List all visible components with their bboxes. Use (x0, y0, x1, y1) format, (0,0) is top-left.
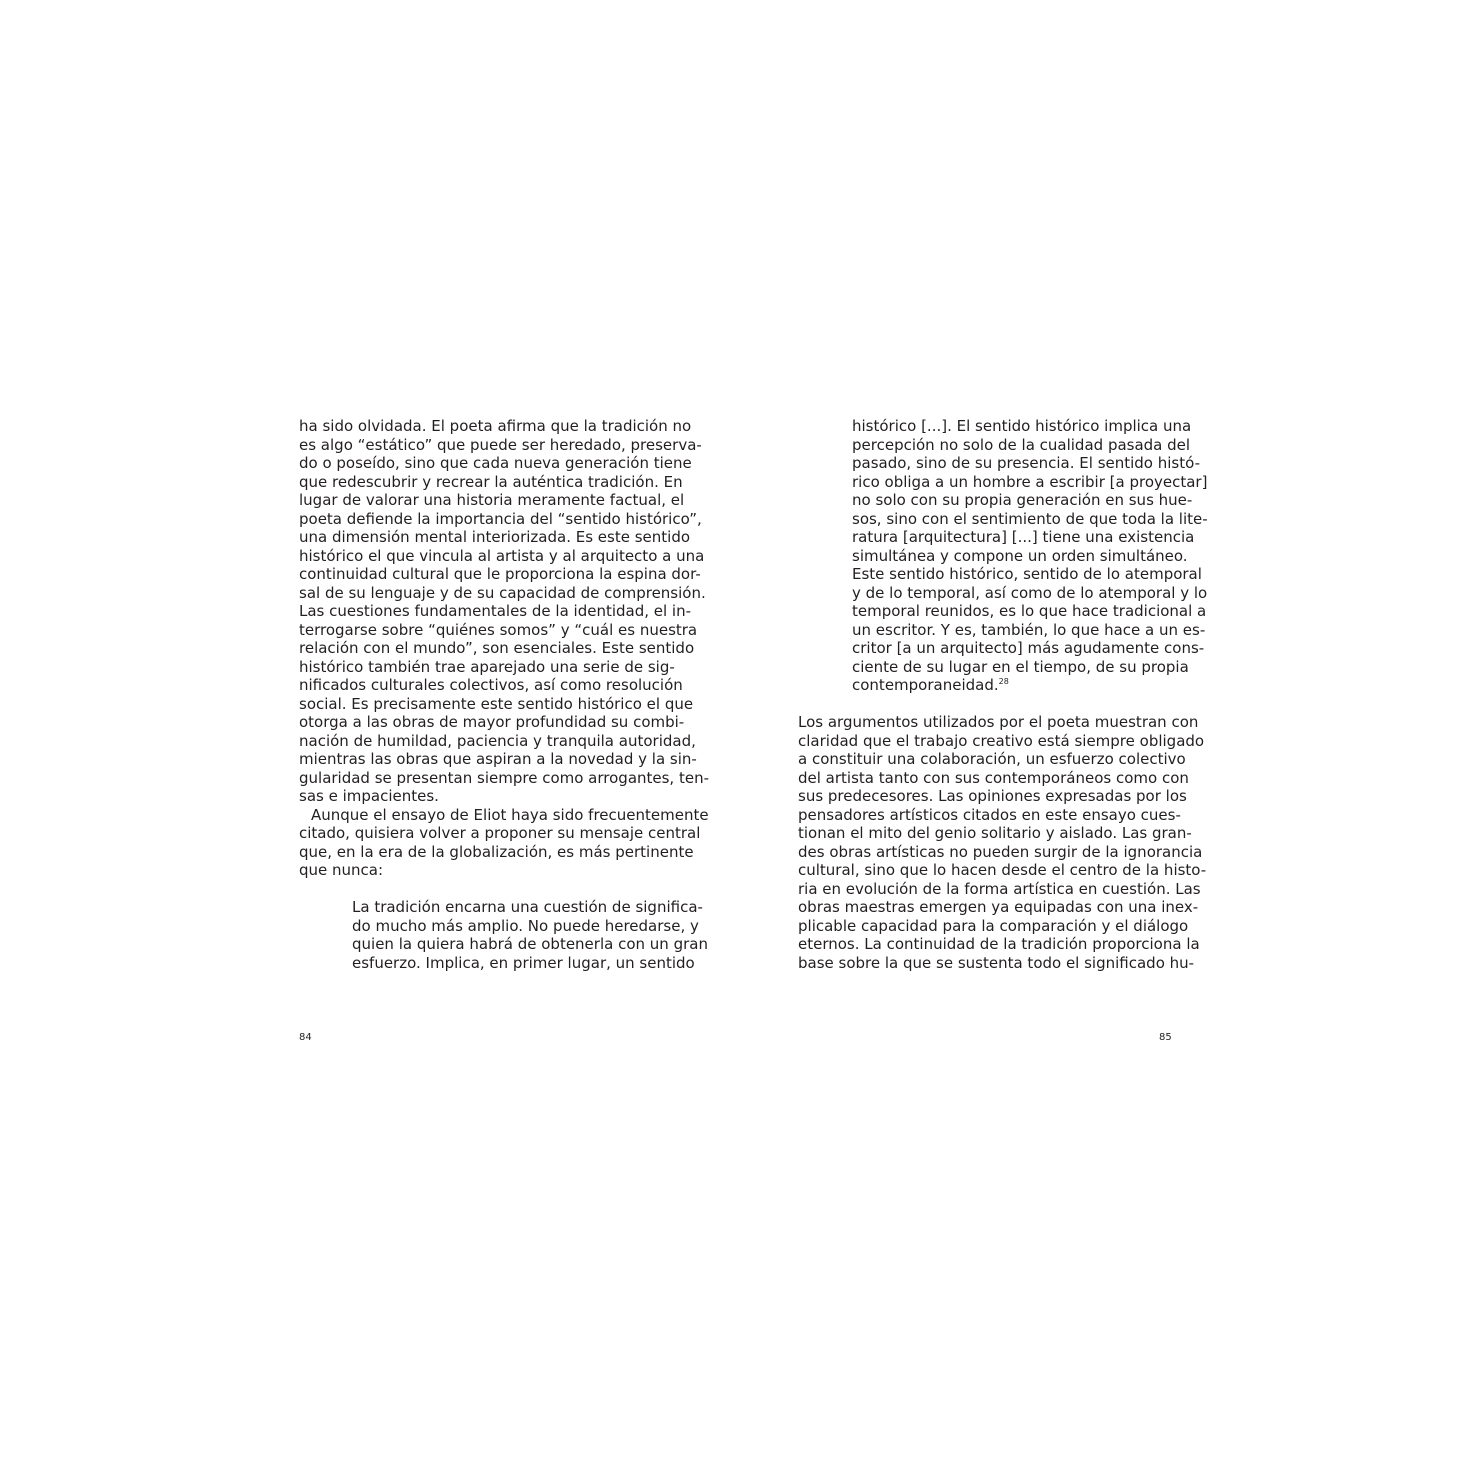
text-line: base sobre la que se sustenta todo el significado hu- (798, 953, 1195, 972)
text-line: sas e impacientes. (299, 787, 439, 805)
text-line: relación con el mundo”, son esenciales. Este sentido (299, 639, 695, 657)
text-line: cultural, sino que lo hacen desde el centro de la histo- (798, 861, 1207, 879)
right-page-block-quote (852, 417, 1208, 695)
quote-line: rico obliga a un hombre a escribir [a proyectar] (852, 472, 1208, 491)
text-line: do o poseído, sino que cada nueva generación tiene (299, 454, 692, 472)
page-number-right: 85 (1159, 1032, 1172, 1043)
footnote-reference[interactable]: 28 (998, 677, 1009, 686)
text-line: claridad que el trabajo creativo está siempre obligado (798, 731, 1205, 750)
text-line: del artista tanto con sus contemporáneos como con (798, 768, 1189, 787)
quote-line: sos, sino con el sentimiento de que toda la lite- (852, 509, 1208, 528)
left-page-body-text (299, 417, 710, 880)
quote-line: Este sentido histórico, sentido de lo atemporal (852, 565, 1202, 583)
quote-line: temporal reunidos, es lo que hace tradicional a (852, 602, 1207, 620)
text-line: ria en evolución de la forma artística en cuestión. Las (798, 879, 1201, 898)
text-line: una dimensión mental interiorizada. Es este sentido (299, 528, 691, 546)
text-line: continuidad cultural que le proporciona la espina dor- (299, 565, 701, 583)
text-line: Los argumentos utilizados por el poeta muestran con (798, 713, 1199, 731)
text-line: sus predecesores. Las opiniones expresadas por los (798, 787, 1187, 805)
text-line: lugar de valorar una historia meramente factual, el (299, 491, 685, 509)
text-line: que nunca: (299, 861, 384, 879)
quote-line: quien la quiera habrá de obtenerla con un gran (352, 935, 708, 953)
quote-line: La tradición encarna una cuestión de significa- (352, 898, 703, 916)
text-line: Aunque el ensayo de Eliot haya sido frecuentemente (311, 805, 709, 824)
text-line: tionan el mito del genio solitario y aislado. Las gran- (798, 824, 1192, 842)
page-number-left: 84 (299, 1032, 312, 1043)
text-line: nación de humildad, paciencia y tranquila autoridad, (299, 731, 696, 750)
quote-line: simultánea y compone un orden simultáneo. (852, 546, 1188, 565)
text-line: terrogarse sobre “quiénes somos” y “cuál es nuestra (299, 620, 698, 639)
text-line: obras maestras emergen ya equipadas con una inex- (798, 898, 1199, 916)
text-line: a constituir una colaboración, un esfuerzo colectivo (798, 750, 1186, 768)
text-line: des obras artísticas no pueden surgir de la ignorancia (798, 842, 1203, 861)
left-page-block-quote (352, 898, 708, 972)
quote-line: do mucho más amplio. No puede heredarse, y (352, 916, 699, 935)
text-line: poeta defiende la importancia del “sentido histórico”, (299, 509, 702, 528)
text-line: plicable capacidad para la comparación y el diálogo (798, 916, 1189, 935)
right-page-body-text (798, 713, 1207, 972)
quote-line: no solo con su propia generación en sus hue- (852, 491, 1193, 509)
text-line: Las cuestiones fundamentales de la identidad, el in- (299, 602, 692, 620)
quote-line: percepción no solo de la cualidad pasada del (852, 435, 1191, 454)
quote-line: ciente de su lugar en el tiempo, de su propia (852, 657, 1189, 676)
text-line: ha sido olvidada. El poeta afirma que la tradición no (299, 417, 692, 435)
text-line: histórico también trae aparejado una serie de sig- (299, 657, 675, 676)
text-line: pensadores artísticos citados en este ensayo cues- (798, 805, 1181, 824)
text-line: que redescubrir y recrear la auténtica tradición. En (299, 472, 683, 491)
text-line: mientras las obras que aspiran a la novedad y la sin- (299, 750, 697, 768)
text-line: gularidad se presentan siempre como arrogantes, ten- (299, 768, 710, 787)
text-line: nificados culturales colectivos, así como resolución (299, 676, 683, 694)
quote-last-line (852, 676, 1173, 695)
text-line: citado, quisiera volver a proponer su mensaje central (299, 824, 701, 842)
text-line: sal de su lenguaje y de su capacidad de comprensión. (299, 583, 706, 602)
quote-line: ratura [arquitectura] [...] tiene una existencia (852, 528, 1195, 546)
quote-line: y de lo temporal, así como de lo atemporal y lo (852, 583, 1208, 602)
text-line: otorga a las obras de mayor profundidad su combi- (299, 713, 685, 731)
text-line: eternos. La continuidad de la tradición proporciona la (798, 935, 1200, 953)
quote-line: critor [a un arquitecto] más agudamente cons- (852, 639, 1205, 657)
quote-line: esfuerzo. Implica, en primer lugar, un sentido (352, 953, 695, 972)
text-line: es algo “estático” que puede ser heredado, preserva- (299, 435, 702, 454)
text-line: social. Es precisamente este sentido histórico el que (299, 694, 694, 713)
quote-line-text: contemporaneidad. (852, 676, 999, 694)
text-line: que, en la era de la globalización, es más pertinente (299, 842, 694, 861)
quote-line: pasado, sino de su presencia. El sentido histó- (852, 454, 1200, 472)
quote-line: histórico [...]. El sentido histórico implica una (852, 417, 1192, 435)
text-line: histórico el que vincula al artista y al arquitecto a una (299, 546, 705, 565)
quote-line: un escritor. Y es, también, lo que hace a un es- (852, 620, 1206, 639)
